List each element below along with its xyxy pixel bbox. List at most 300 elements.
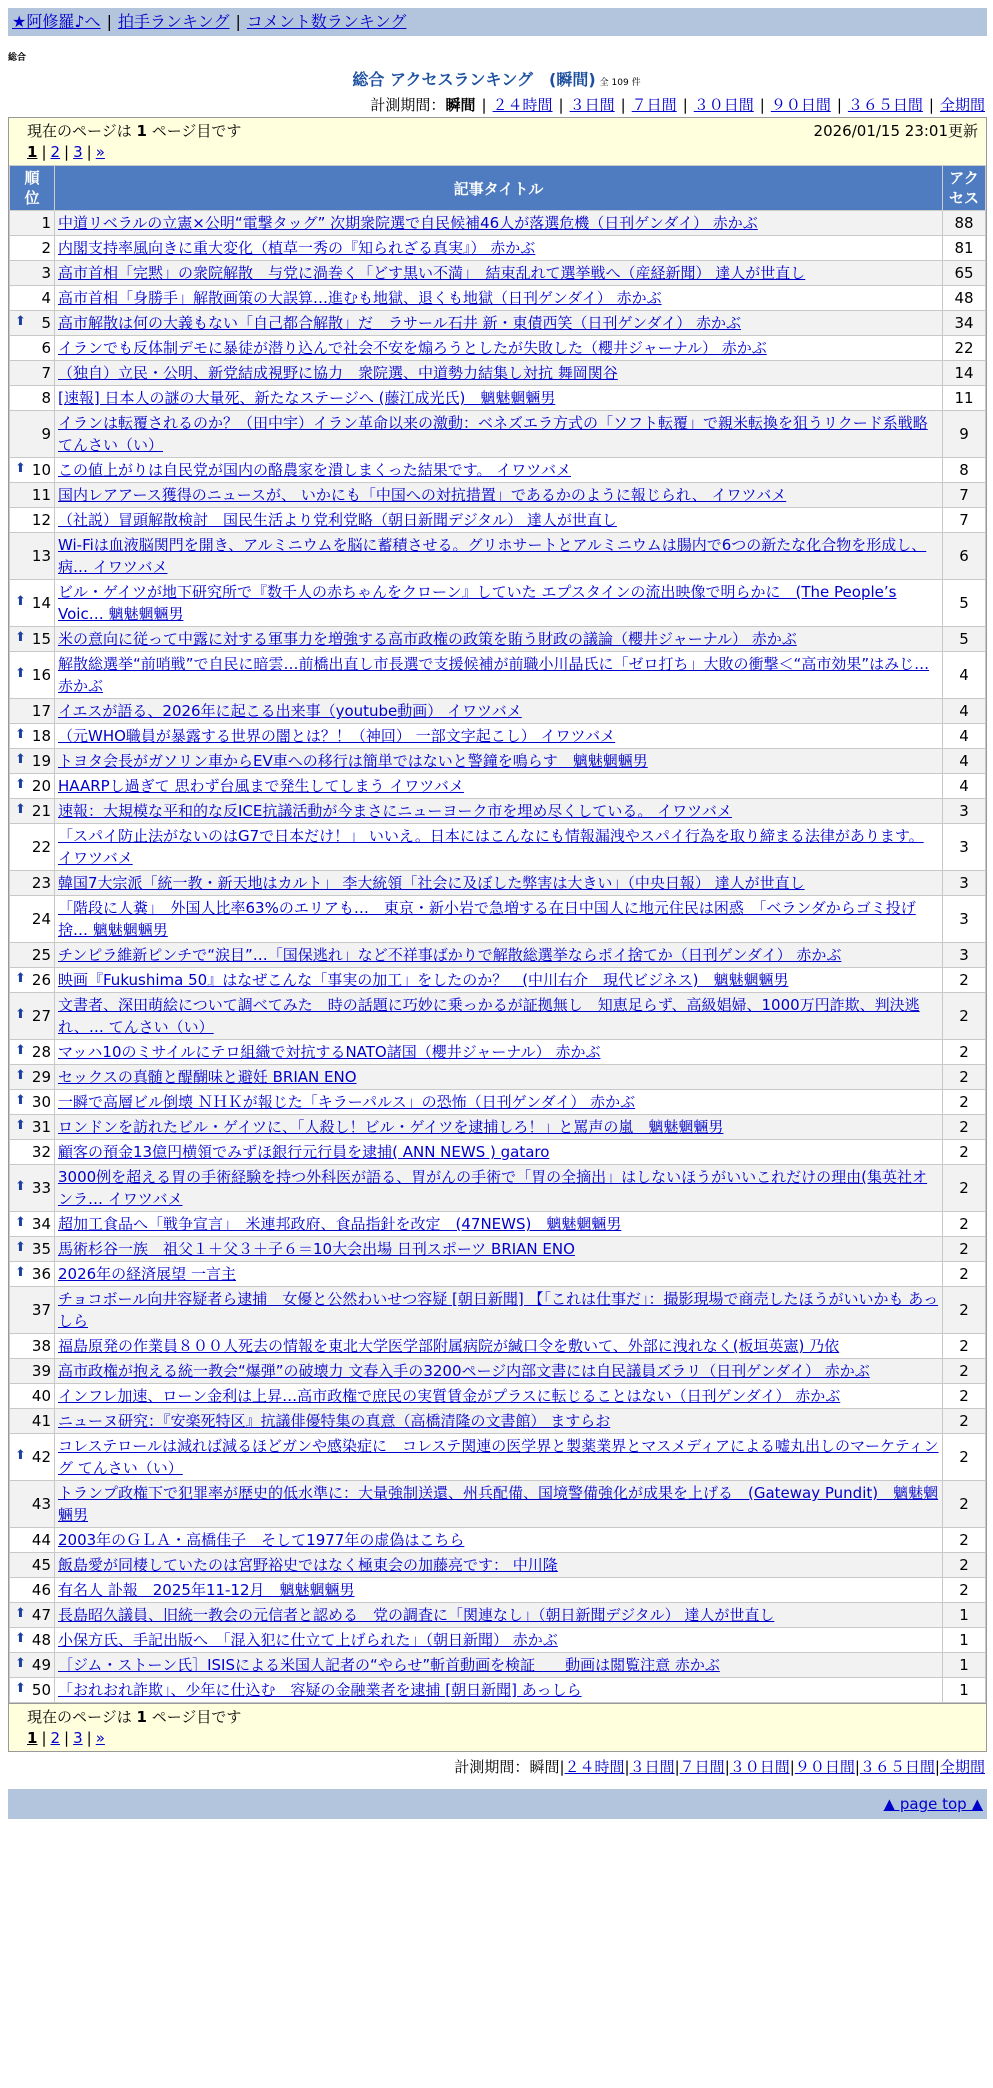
- access-count: 14: [943, 361, 986, 386]
- rank-number: 7: [41, 364, 51, 382]
- article-title-link[interactable]: 福島原発の作業員８００人死去の情報を東北大学医学部附属病院が緘口令を敷いて、外部に洩れなく(板垣英憲) 乃依: [58, 1337, 840, 1355]
- header-rank: 順位: [10, 166, 55, 211]
- rank-cell: [10, 1115, 55, 1140]
- rank-number: 2: [41, 239, 51, 257]
- table-row: [10, 1359, 986, 1384]
- access-count: 2: [943, 1040, 986, 1065]
- ranking-table-body: [10, 211, 986, 1703]
- rank-number: 34: [31, 1215, 51, 1233]
- rank-cell: [10, 943, 55, 968]
- bottom-page-info-row: [9, 1704, 986, 1727]
- rank-up-arrow-icon: ⬆: [15, 594, 26, 609]
- article-title-link[interactable]: 米の意向に従って中露に対する軍事力を増強する高市政権の政策を賄う財政の議論（櫻井ジャーナル） 赤かぶ: [58, 630, 797, 648]
- access-count: 2: [943, 1434, 986, 1481]
- period-option-link[interactable]: ２４時間: [492, 96, 553, 114]
- period-option-link[interactable]: ７日間: [679, 1758, 725, 1776]
- table-row: [10, 286, 986, 311]
- table-row: [10, 580, 986, 627]
- pager-page-link[interactable]: 2: [50, 143, 61, 161]
- title-cell: [55, 508, 943, 533]
- rank-number: 5: [41, 314, 51, 332]
- title-cell: [55, 871, 943, 896]
- article-title-link[interactable]: 飯島愛が同棲していたのは宮野裕史ではなく極東会の加藤亮です： 中川隆: [58, 1556, 558, 1574]
- article-title-link[interactable]: 解散総選挙“前哨戦”で自民に暗雲…前橋出直し市長選で支援候補が前職小川晶氏に「ゼロ打ち」大敗の衝撃＜“高市効果”はみじ… 赤かぶ: [58, 655, 930, 695]
- title-cell: [55, 1678, 943, 1703]
- rank-up-arrow-icon: ⬆: [15, 666, 26, 681]
- period-separator: |: [481, 96, 487, 114]
- title-cell: [55, 1528, 943, 1553]
- article-title-link[interactable]: ［ジム・ストーン氏］ISISによる米国人記者の“やらせ”斬首動画を検証 動画は閲覧注意 赤かぶ: [58, 1656, 720, 1674]
- table-row: [10, 652, 986, 699]
- period-separator: |: [759, 96, 765, 114]
- article-title-link[interactable]: 映画『Fukushima 50』はなぜこんな「事実の加工」をしたのか？ (中川右介 現代ビジネス) 魑魅魍魎男: [58, 971, 789, 989]
- title-cell: [55, 1040, 943, 1065]
- rank-number: 31: [31, 1118, 51, 1136]
- pager-page-link[interactable]: 3: [73, 1729, 83, 1747]
- rank-number: 40: [31, 1387, 51, 1405]
- title-cell: [55, 1334, 943, 1359]
- rank-up-arrow-icon: ⬆: [15, 727, 26, 742]
- access-count: 7: [943, 508, 986, 533]
- rank-up-arrow-icon: ⬆: [15, 1681, 26, 1696]
- rank-cell: [10, 483, 55, 508]
- title-cell: [55, 799, 943, 824]
- rank-number: 9: [41, 425, 51, 443]
- page-info-suffix: ページ目です: [151, 1708, 242, 1726]
- rank-cell: [10, 896, 55, 943]
- table-row: [10, 1237, 986, 1262]
- title-cell: [55, 286, 943, 311]
- title-cell: [55, 699, 943, 724]
- table-row: [10, 1115, 986, 1140]
- rank-cell: [10, 261, 55, 286]
- rank-number: 1: [41, 214, 51, 232]
- rank-up-arrow-icon: ⬆: [15, 1606, 26, 1621]
- article-title-link[interactable]: トランプ政権下で犯罪率が歴史的低水準に：大量強制送還、州兵配備、国境警備強化が成果を上げる (Gateway Pundit) 魑魅魍魎男: [58, 1484, 939, 1524]
- access-count: 2: [943, 1287, 986, 1334]
- rank-number: 29: [31, 1068, 51, 1086]
- article-title-link[interactable]: 2003年のＧＬＡ・高橋佳子 そして1977年の虚偽はこちら: [58, 1531, 465, 1549]
- article-title-link[interactable]: ロンドンを訪れたビル・ゲイツに、「人殺し！ビル・ゲイツを逮捕しろ！」と罵声の嵐 魑魅魍魎男: [58, 1118, 724, 1136]
- period-option-link[interactable]: ２４時間: [564, 1758, 625, 1776]
- rank-number: 30: [31, 1093, 51, 1111]
- rank-cell: [10, 1409, 55, 1434]
- title-cell: [55, 724, 943, 749]
- title-cell: [55, 1212, 943, 1237]
- pager-top: [9, 141, 986, 165]
- article-title-link[interactable]: 高市首相「身勝手」解散画策の大誤算…進むも地獄、退くも地獄（日刊ゲンダイ） 赤かぶ: [58, 289, 662, 307]
- rank-cell: [10, 699, 55, 724]
- rank-cell: [10, 1090, 55, 1115]
- table-row: [10, 724, 986, 749]
- table-row: [10, 896, 986, 943]
- title-cell: [55, 1262, 943, 1287]
- period-current: 瞬間: [445, 96, 476, 114]
- article-title-link[interactable]: 高市解散は何の大義もない「自己都合解散」だ ラサール石井 新・東債西笑（日刊ゲンダイ） 赤かぶ: [58, 314, 742, 332]
- period-separator: |: [854, 1758, 860, 1776]
- title-cell: [55, 1434, 943, 1481]
- bottom-page-info: [27, 1706, 241, 1727]
- rank-up-arrow-icon: ⬆: [15, 1240, 26, 1255]
- pager-next-link[interactable]: »: [95, 143, 105, 161]
- nav-comment-ranking-link[interactable]: コメント数ランキング: [246, 12, 407, 31]
- table-row: [10, 1040, 986, 1065]
- article-title-link[interactable]: ニューヌ研究：『安楽死特区』抗議俳優特集の真意（高橋清隆の文書館） ますらお: [58, 1412, 611, 1430]
- table-row: [10, 1603, 986, 1628]
- rank-cell: [10, 1553, 55, 1578]
- table-row: [10, 336, 986, 361]
- header-title: 記事タイトル: [55, 166, 943, 211]
- access-count: 3: [943, 871, 986, 896]
- table-row: [10, 1553, 986, 1578]
- rank-cell: [10, 652, 55, 699]
- rank-number: 24: [31, 910, 51, 928]
- access-count: 65: [943, 261, 986, 286]
- article-title-link[interactable]: 有名人 訃報 2025年11-12月 魑魅魍魎男: [58, 1581, 355, 1599]
- table-row: [10, 1334, 986, 1359]
- rank-cell: [10, 627, 55, 652]
- article-title-link[interactable]: [速報] 日本人の謎の大量死、新たなステージへ (藤江成光氏) 魑魅魍魎男: [58, 389, 556, 407]
- access-count: 88: [943, 211, 986, 236]
- bottom-bar: [8, 1789, 987, 1819]
- access-count: 2: [943, 1115, 986, 1140]
- rank-cell: [10, 1140, 55, 1165]
- table-row: [10, 458, 986, 483]
- article-title-link[interactable]: 「階段に人糞」 外国人比率63%のエリアも… 東京・新小岩で急増する在日中国人に地元住民は困惑 「ベランダからゴミ投げ捨… 魑魅魍魎男: [58, 899, 916, 939]
- pager-page-link[interactable]: 3: [73, 143, 83, 161]
- article-title-link[interactable]: 馬術杉谷一族 祖父１＋父３＋子６＝10大会出場 日刊スポーツ BRIAN ENO: [58, 1240, 575, 1258]
- rank-cell: [10, 311, 55, 336]
- article-title-link[interactable]: 速報：大規模な平和的な反ICE抗議活動が今まさにニューヨーク市を埋め尽くしている。 イワツバメ: [58, 802, 732, 820]
- article-title-link[interactable]: 長島昭久議員、旧統一教会の元信者と認める 党の調査に「関連なし」（朝日新聞デジタル） 達人が世直し: [58, 1606, 775, 1624]
- rank-cell: [10, 1212, 55, 1237]
- rank-up-arrow-icon: ⬆: [15, 1093, 26, 1108]
- article-title-link[interactable]: チョコボール向井容疑者ら逮捕 女優と公然わいせつ容疑 [朝日新聞] 【「これは仕事だ」：撮影現場で商売したほうがいいかも あっしら: [58, 1290, 939, 1330]
- title-cell: [55, 1384, 943, 1409]
- rank-cell: [10, 968, 55, 993]
- nav-home-link[interactable]: ★阿修羅♪へ: [12, 12, 101, 31]
- page-info-prefix: 現在のページは: [27, 1708, 132, 1726]
- article-title-link[interactable]: トヨタ会長がガソリン車からEV車への移行は簡単ではないと警鐘を鳴らす 魑魅魍魎男: [58, 752, 648, 770]
- rank-cell: [10, 1165, 55, 1212]
- rank-cell: [10, 286, 55, 311]
- rank-number: 49: [31, 1656, 51, 1674]
- title-cell: [55, 311, 943, 336]
- table-row: [10, 211, 986, 236]
- article-title-link[interactable]: この値上がりは自民党が国内の酪農家を潰しまくった結果です。 イワツバメ: [58, 461, 571, 479]
- page-info-suffix: ページ目です: [151, 122, 242, 140]
- nav-hakushu-ranking-link[interactable]: 拍手ランキング: [117, 12, 230, 31]
- page-title-line: [0, 67, 993, 90]
- title-cell: [55, 533, 943, 580]
- rank-number: 3: [41, 264, 51, 282]
- title-cell: [55, 236, 943, 261]
- article-title-link[interactable]: （独自）立民・公明、新党結成視野に協力 衆院選、中道勢力結集し対抗 舞岡関谷: [58, 364, 618, 382]
- table-row: [10, 411, 986, 458]
- title-cell: [55, 211, 943, 236]
- period-option-link[interactable]: ３日間: [629, 1758, 675, 1776]
- table-row: [10, 1434, 986, 1481]
- article-title-link[interactable]: 2026年の経済展望 一言主: [58, 1265, 236, 1283]
- bottom-page-info-panel: [8, 1704, 987, 1752]
- pager-separator: |: [64, 1729, 70, 1747]
- title-cell: [55, 993, 943, 1040]
- total-count: 全 109 件: [599, 78, 641, 88]
- table-row: [10, 261, 986, 286]
- title-cell: [55, 1090, 943, 1115]
- period-option-link[interactable]: ３６５日間: [847, 96, 923, 114]
- title-cell: [55, 749, 943, 774]
- article-title-link[interactable]: 3000例を超える胃の手術経験を持つ外科医が語る、胃がんの手術で「胃の全摘出」はしないほうがいいこれだけの理由(集英社オンラ… イワツバメ: [58, 1168, 928, 1208]
- title-cell: [55, 386, 943, 411]
- article-title-link[interactable]: イエスが語る、2026年に起こる出来事（youtube動画） イワツバメ: [58, 702, 522, 720]
- rank-cell: [10, 361, 55, 386]
- rank-up-arrow-icon: ⬆: [15, 630, 26, 645]
- title-cell: [55, 1628, 943, 1653]
- table-row: [10, 1140, 986, 1165]
- access-count: 5: [943, 627, 986, 652]
- period-current: 瞬間: [529, 1758, 560, 1776]
- rank-cell: [10, 458, 55, 483]
- access-count: 2: [943, 1359, 986, 1384]
- article-title-link[interactable]: （社説）冒頭解散検討 国民生活より党利党略（朝日新聞デジタル） 達人が世直し: [58, 511, 617, 529]
- title-cell: [55, 1553, 943, 1578]
- page-info-number: 1: [136, 1708, 147, 1726]
- period-option-link[interactable]: ９０日間: [770, 96, 831, 114]
- title-cell: [55, 1065, 943, 1090]
- period-separator: |: [674, 1758, 680, 1776]
- title-cell: [55, 943, 943, 968]
- period-label: 計測期間：: [370, 96, 446, 114]
- article-title-link[interactable]: セックスの真髄と醍醐味と避妊 BRIAN ENO: [58, 1068, 357, 1086]
- period-option-link[interactable]: ７日間: [631, 96, 677, 114]
- article-title-link[interactable]: コレステロールは減れば減るほどガンや感染症に コレステ関連の医学界と製薬業界とマスメディアによる嘘丸出しのマーケティング てんさい（い）: [58, 1437, 939, 1477]
- page-top-link[interactable]: ▲ page top ▲: [883, 1795, 983, 1813]
- period-option-link[interactable]: ９０日間: [794, 1758, 855, 1776]
- title-cell: [55, 483, 943, 508]
- table-row: [10, 533, 986, 580]
- article-title-link[interactable]: 「スパイ防止法がないのはG7で日本だけ！」 いいえ。日本にはこんなにも情報漏洩やスパイ行為を取り締まる法律があります。 イワツバメ: [58, 827, 924, 867]
- period-selector-top: [0, 94, 985, 115]
- access-count: 81: [943, 236, 986, 261]
- article-title-link[interactable]: 顧客の預金13億円横領でみずほ銀行元行員を逮捕( ANN NEWS ) gataro: [58, 1143, 550, 1161]
- article-title-link[interactable]: 超加工食品へ「戦争宣言」 米連邦政府、食品指針を改定 (47NEWS) 魑魅魍魎男: [58, 1215, 622, 1233]
- rank-number: 17: [31, 702, 51, 720]
- access-count: 2: [943, 1090, 986, 1115]
- nav-separator: |: [235, 12, 241, 31]
- page-info: [27, 120, 241, 141]
- rank-up-arrow-icon: ⬆: [15, 971, 26, 986]
- title-cell: [55, 1115, 943, 1140]
- rank-cell: [10, 580, 55, 627]
- title-cell: [55, 1287, 943, 1334]
- rank-number: 38: [31, 1337, 51, 1355]
- access-count: 48: [943, 286, 986, 311]
- article-title-link[interactable]: 高市政権が抱える統一教会“爆弾”の破壊力 文春入手の3200ページ内部文書には自民議員ズラリ（日刊ゲンダイ） 赤かぶ: [58, 1362, 870, 1380]
- rank-number: 26: [31, 971, 51, 989]
- article-title-link[interactable]: 内閣支持率風向きに重大変化（植草一秀の『知られざる真実』） 赤かぶ: [58, 239, 536, 257]
- rank-number: 25: [31, 946, 51, 964]
- rank-cell: [10, 1603, 55, 1628]
- table-row: [10, 1384, 986, 1409]
- access-count: 5: [943, 580, 986, 627]
- access-count: 7: [943, 483, 986, 508]
- pager-bottom: [9, 1727, 986, 1751]
- pager-current-page: 1: [27, 1729, 38, 1747]
- rank-number: 11: [31, 486, 51, 504]
- access-count: 2: [943, 1165, 986, 1212]
- article-title-link[interactable]: チンピラ維新ピンチで“涙目”…「国保逃れ」など不祥事ばかりで解散総選挙ならポイ捨てか（日刊ゲンダイ） 赤かぶ: [58, 946, 842, 964]
- pager-separator: |: [86, 1729, 92, 1747]
- rank-cell: [10, 1262, 55, 1287]
- title-cell: [55, 1603, 943, 1628]
- access-count: 2: [943, 1140, 986, 1165]
- rank-up-arrow-icon: ⬆: [15, 1631, 26, 1646]
- rank-number: 27: [31, 1007, 51, 1025]
- rank-number: 16: [31, 666, 51, 684]
- rank-number: 45: [31, 1556, 51, 1574]
- access-count: 2: [943, 1578, 986, 1603]
- rank-cell: [10, 1628, 55, 1653]
- article-title-link[interactable]: インフレ加速、ローン金利は上昇…高市政権で庶民の実質賃金がプラスに転じることはない（日刊ゲンダイ） 赤かぶ: [58, 1387, 841, 1405]
- period-selector-bottom: [0, 1756, 985, 1777]
- rank-cell: [10, 1384, 55, 1409]
- period-option-link[interactable]: ３０日間: [729, 1758, 790, 1776]
- rank-cell: [10, 211, 55, 236]
- period-separator: |: [724, 1758, 730, 1776]
- pager-page-link[interactable]: 2: [50, 1729, 61, 1747]
- rank-number: 44: [31, 1531, 51, 1549]
- period-separator: |: [559, 1758, 565, 1776]
- pager-separator: |: [41, 143, 47, 161]
- title-cell: [55, 336, 943, 361]
- table-row: [10, 1578, 986, 1603]
- rank-cell: [10, 1287, 55, 1334]
- rank-cell: [10, 1434, 55, 1481]
- title-cell: [55, 896, 943, 943]
- table-row: [10, 1287, 986, 1334]
- ranking-panel: [8, 117, 987, 1704]
- table-row: [10, 824, 986, 871]
- period-option-link[interactable]: ３０日間: [693, 96, 754, 114]
- rank-cell: [10, 774, 55, 799]
- article-title-link[interactable]: 文書者、深田萌絵について調べてみた 時の話題に巧妙に乗っかるが証拠無し 知恵足らず、高級娼婦、1000万円詐欺、判決逃れ、… てんさい（い）: [58, 996, 920, 1036]
- rank-up-arrow-icon: ⬆: [15, 1179, 26, 1194]
- rank-up-arrow-icon: ⬆: [15, 777, 26, 792]
- rank-number: 33: [31, 1179, 51, 1197]
- rank-cell: [10, 1528, 55, 1553]
- rank-cell: [10, 533, 55, 580]
- access-count: 22: [943, 336, 986, 361]
- table-row: [10, 1065, 986, 1090]
- table-row: [10, 1262, 986, 1287]
- table-row: [10, 749, 986, 774]
- rank-cell: [10, 824, 55, 871]
- access-count: 2: [943, 1409, 986, 1434]
- rank-number: 13: [31, 547, 51, 565]
- rank-cell: [10, 1678, 55, 1703]
- rank-number: 6: [41, 339, 51, 357]
- access-count: 9: [943, 411, 986, 458]
- table-row: [10, 1409, 986, 1434]
- table-row: [10, 943, 986, 968]
- title-cell: [55, 1578, 943, 1603]
- access-count: 2: [943, 1237, 986, 1262]
- table-row: [10, 871, 986, 896]
- rank-number: 15: [31, 630, 51, 648]
- access-count: 2: [943, 993, 986, 1040]
- table-row: [10, 699, 986, 724]
- period-option-link[interactable]: ３日間: [569, 96, 615, 114]
- title-cell: [55, 1165, 943, 1212]
- table-row: [10, 1165, 986, 1212]
- rank-cell: [10, 508, 55, 533]
- article-title-link[interactable]: 一瞬で高層ビル倒壊 ＮＨＫが報じた「キラーパルス」の恐怖（日刊ゲンダイ） 赤かぶ: [58, 1093, 636, 1111]
- period-option-link[interactable]: ３６５日間: [859, 1758, 935, 1776]
- rank-number: 4: [41, 289, 51, 307]
- article-title-link[interactable]: 「おれおれ詐欺」、少年に仕込む 容疑の金融業者を逮捕 [朝日新聞] あっしら: [58, 1681, 582, 1699]
- article-title-link[interactable]: 高市首相「完黙」の衆院解散 与党に渦巻く「どす黒い不満」 結束乱れて選挙戦へ（産経新聞） 達人が世直し: [58, 264, 806, 282]
- table-row: [10, 361, 986, 386]
- article-title-link[interactable]: 中道リベラルの立憲×公明“電撃タッグ” 次期衆院選で自民候補46人が落選危機（日刊ゲンダイ） 赤かぶ: [58, 214, 758, 232]
- title-cell: [55, 627, 943, 652]
- article-title-link[interactable]: 小保方氏、手記出版へ 「混入犯に仕立て上げられた」（朝日新聞） 赤かぶ: [58, 1631, 558, 1649]
- title-cell: [55, 361, 943, 386]
- period-option-link[interactable]: 全期間: [939, 96, 985, 114]
- rank-cell: [10, 1334, 55, 1359]
- period-separator: |: [789, 1758, 795, 1776]
- table-row: [10, 483, 986, 508]
- table-row: [10, 508, 986, 533]
- article-title-link[interactable]: イランでも反体制デモに暴徒が潜り込んで社会不安を煽ろうとしたが失敗した（櫻井ジャーナル） 赤かぶ: [58, 339, 767, 357]
- article-title-link[interactable]: Wi-Fiは血液脳関門を開き、アルミニウムを脳に蓄積させる。グリホサートとアルミニウムは腸内で6つの新たな化合物を形成し、病… イワツバメ: [58, 536, 927, 576]
- rank-number: 19: [31, 752, 51, 770]
- pager-next-link[interactable]: »: [95, 1729, 105, 1747]
- rank-cell: [10, 336, 55, 361]
- access-count: 3: [943, 896, 986, 943]
- pager-separator: |: [64, 143, 70, 161]
- period-separator: |: [682, 96, 688, 114]
- title-cell: [55, 1481, 943, 1528]
- rank-number: 14: [31, 594, 51, 612]
- article-title-link[interactable]: イランは転覆されるのか？（田中宇）イラン革命以来の激動：ベネズエラ方式の「ソフト転覆」で親米転換を狙うリクード系戦略 てんさい（い）: [58, 414, 928, 454]
- rank-up-arrow-icon: ⬆: [15, 1265, 26, 1280]
- title-cell: [55, 1359, 943, 1384]
- article-title-link[interactable]: 国内レアアース獲得のニュースが、 いかにも「中国への対抗措置」であるかのように報じられ、 イワツバメ: [58, 486, 787, 504]
- page-info-number: 1: [136, 122, 147, 140]
- rank-cell: [10, 1481, 55, 1528]
- rank-up-arrow-icon: ⬆: [15, 802, 26, 817]
- article-title-link[interactable]: HAARPし過ぎて 思わず台風まで発生してしまう イワツバメ: [58, 777, 464, 795]
- rank-cell: [10, 1653, 55, 1678]
- rank-number: 43: [31, 1495, 51, 1513]
- table-row: [10, 386, 986, 411]
- rank-number: 23: [31, 874, 51, 892]
- rank-number: 18: [31, 727, 51, 745]
- article-title-link[interactable]: （元WHO職員が暴露する世界の闇とは？！（神回） 一部文字起こし） イワツバメ: [58, 727, 616, 745]
- page-info-prefix: 現在のページは: [27, 122, 132, 140]
- rank-cell: [10, 411, 55, 458]
- rank-cell: [10, 993, 55, 1040]
- rank-up-arrow-icon: ⬆: [15, 1656, 26, 1671]
- nav-separator: |: [106, 12, 112, 31]
- article-title-link[interactable]: マッハ10のミサイルにテロ組織で対抗するNATO諸国（櫻井ジャーナル） 赤かぶ: [58, 1043, 601, 1061]
- access-count: 4: [943, 724, 986, 749]
- rank-up-arrow-icon: ⬆: [15, 1068, 26, 1083]
- article-title-link[interactable]: 韓国7大宗派「統一教・新天地はカルト」 李大統領「社会に及ぼした弊害は大きい」（中央日報） 達人が世直し: [58, 874, 805, 892]
- article-title-link[interactable]: ビル・ゲイツが地下研究所で『数千人の赤ちゃんをクローン』していた エプスタインの流出映像で明らかに (The People’s Voic… 魑魅魍魎男: [58, 583, 897, 623]
- period-option-link[interactable]: 全期間: [939, 1758, 985, 1776]
